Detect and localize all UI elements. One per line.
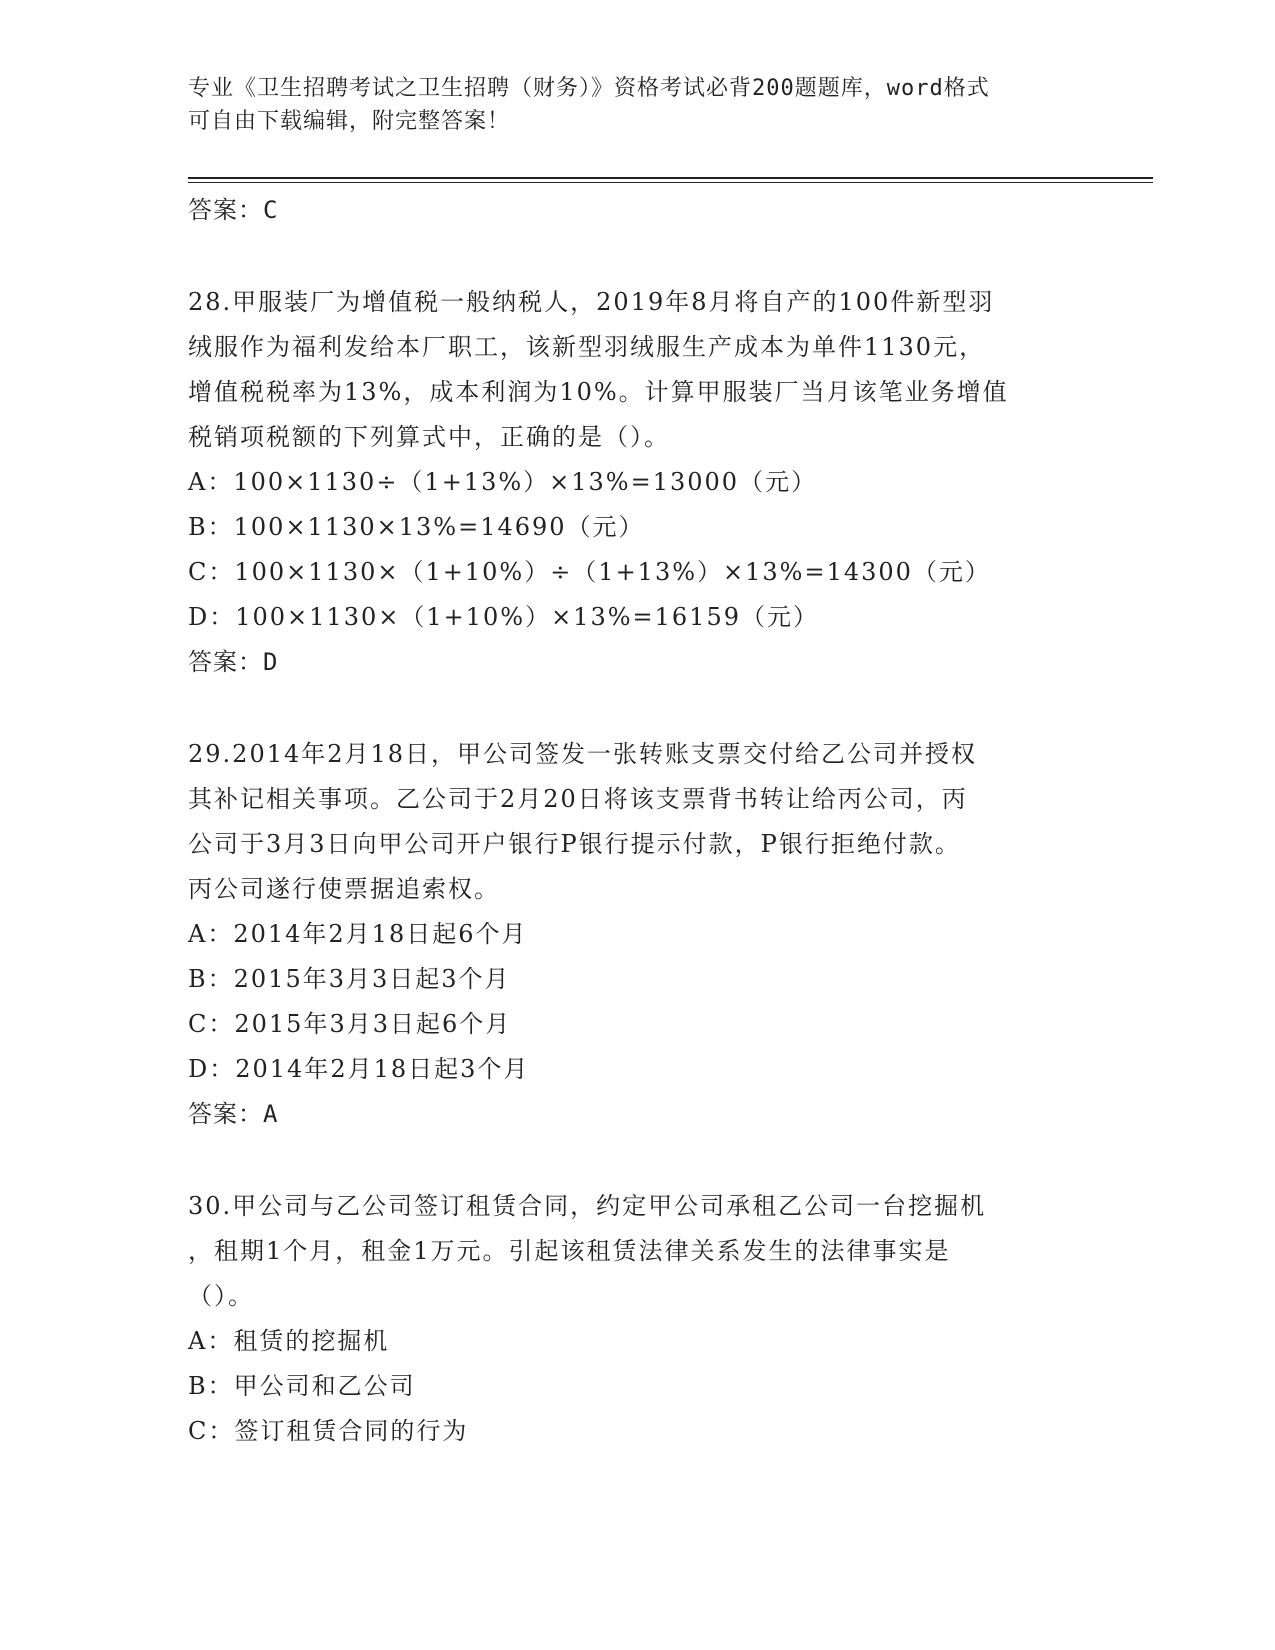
option-a: A：租赁的挖掘机 xyxy=(188,1327,390,1355)
question-stem-line: （）。 xyxy=(188,1282,254,1310)
option-a: A：100×1130÷（1+13%）×13%=13000（元） xyxy=(188,468,818,496)
answer: 答案：A xyxy=(188,1100,279,1128)
document-header xyxy=(188,72,1068,138)
option-b: B：2015年3月3日起3个月 xyxy=(188,965,511,993)
question-stem-line: 29.2014年2月18日，甲公司签发一张转账支票交付给乙公司并授权 xyxy=(188,740,978,768)
question-stem-line: 28.甲服装厂为增值税一般纳税人，2019年8月将自产的100件新型羽 xyxy=(188,288,995,316)
spacer xyxy=(188,233,1088,280)
header-rule-thick xyxy=(188,177,1153,179)
header-rule-thin xyxy=(188,182,1153,183)
document-body xyxy=(188,188,1088,1454)
question-stem-line: 其补记相关事项。乙公司于2月20日将该支票背书转让给丙公司，丙 xyxy=(188,785,968,813)
option-d: D：100×1130×（1+10%）×13%=16159（元） xyxy=(188,603,819,631)
question-stem-line: 绒服作为福利发给本厂职工，该新型羽绒服生产成本为单件1130元， xyxy=(188,333,986,361)
question-30 xyxy=(188,1184,1088,1454)
option-c: C：签订租赁合同的行为 xyxy=(188,1417,469,1445)
header-line-2: 可自由下载编辑，附完整答案！ xyxy=(188,109,511,134)
question-stem-line: ，租期1个月，租金1万元。引起该租赁法律关系发生的法律事实是 xyxy=(188,1237,951,1265)
answer-prev: 答案：C xyxy=(188,196,279,224)
option-a: A：2014年2月18日起6个月 xyxy=(188,920,528,948)
option-b: B：甲公司和乙公司 xyxy=(188,1372,416,1400)
option-c: C：2015年3月3日起6个月 xyxy=(188,1010,512,1038)
header-line-1: 专业《卫生招聘考试之卫生招聘（财务）》资格考试必背200题题库，word格式 xyxy=(188,76,990,101)
option-b: B：100×1130×13%=14690（元） xyxy=(188,513,645,541)
question-stem-line: 公司于3月3日向甲公司开户银行P银行提示付款，P银行拒绝付款。 xyxy=(188,830,961,858)
question-stem-line: 增值税税率为13%，成本利润为10%。计算甲服装厂当月该笔业务增值 xyxy=(188,378,1009,406)
spacer xyxy=(188,1137,1088,1184)
answer: 答案：D xyxy=(188,648,279,676)
question-stem-line: 税销项税额的下列算式中，正确的是（）。 xyxy=(188,423,670,451)
option-c: C：100×1130×（1+10%）÷（1+13%）×13%=14300（元） xyxy=(188,558,991,586)
question-28 xyxy=(188,280,1088,685)
option-d: D：2014年2月18日起3个月 xyxy=(188,1055,530,1083)
question-stem-line: 丙公司遂行使票据追索权。 xyxy=(188,875,500,903)
spacer xyxy=(188,685,1088,732)
question-29 xyxy=(188,732,1088,1137)
question-stem-line: 30.甲公司与乙公司签订租赁合同，约定甲公司承租乙公司一台挖掘机 xyxy=(188,1192,987,1220)
